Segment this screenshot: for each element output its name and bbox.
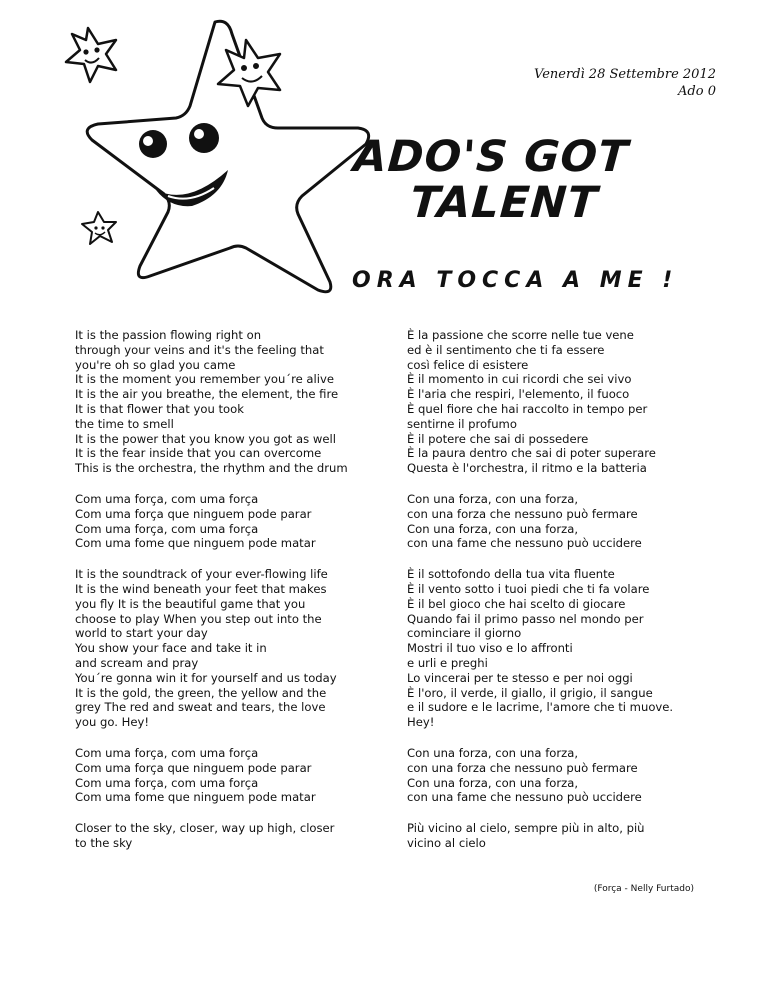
english-stanza: It is the soundtrack of your ever-flowing life It is the wind beneath your feet that makes you fly It is the beautiful game that you choose to play When you step out into the world to start your day You show your face and take it in and scream and pray You´re gonna win it for yourself and us today It is the gold, the green, the yellow and the grey The red and sweat and tears, the love you go. Hey! xyxy=(75,567,337,730)
italian-stanza: Con una forza, con una forza, con una forza che nessuno può fermare Con una forza, con una forza, con una fame che nessuno può uccidere xyxy=(407,491,642,551)
english-stanza: It is the passion flowing right on through your veins and it's the feeling that you're oh so glad you came It is the moment you remember you´re alive It is the air you breathe, the element, the fire It is that flower that you took the time to smell It is the power that you know you got as well It is the fear inside that you can overcome This is the orchestra, the rhythm and the drum xyxy=(75,328,348,476)
italian-stanza: Più vicino al cielo, sempre più in alto, più vicino al cielo xyxy=(407,821,645,850)
stanza-row xyxy=(75,328,715,476)
small-star-icon xyxy=(66,28,116,82)
english-stanza: Closer to the sky, closer, way up high, closer to the sky xyxy=(75,821,335,850)
page-subtitle: ORA TOCCA A ME ! xyxy=(352,268,679,293)
english-stanza: Com uma força, com uma força Com uma força que ninguem pode parar Com uma força, com uma força Com uma fome que ninguem pode matar xyxy=(75,745,316,805)
italian-stanza: Con una forza, con una forza, con una forza che nessuno può fermare Con una forza, con una forza, con una fame che nessuno può uccidere xyxy=(407,745,642,805)
title-line-2: TALENT xyxy=(408,178,600,228)
author-text: Ado 0 xyxy=(678,84,716,99)
tiny-star-icon xyxy=(82,212,116,244)
stanza-row xyxy=(75,746,715,805)
date-text: Venerdì 28 Settembre 2012 xyxy=(534,67,716,82)
english-stanza: Com uma força, com uma força Com uma força que ninguem pode parar Com uma força, com uma força Com uma fome que ninguem pode matar xyxy=(75,491,316,551)
lyrics-table xyxy=(75,328,715,867)
page-title xyxy=(349,134,685,226)
stanza-row xyxy=(75,821,715,851)
header-date-block xyxy=(534,66,716,100)
italian-stanza: È il sottofondo della tua vita fluente È il vento sotto i tuoi piedi che ti fa volare È il bel gioco che hai scelto di giocare Quando fai il primo passo nel mondo per cominciare il giorno Mostri il tuo viso e lo affronti e urli e preghi Lo vincerai per te stesso e per noi oggi È l'oro, il verde, il giallo, il grigio, il sangue e il sudore e le lacrime, l'amore che ti muove. Hey! xyxy=(407,567,674,730)
big-star-icon xyxy=(87,21,368,292)
title-line-1: ADO'S GOT xyxy=(351,132,631,182)
italian-stanza: È la passione che scorre nelle tue vene ed è il sentimento che ti fa essere così felice di esistere È il momento in cui ricordi che sei vivo È l'aria che respiri, l'elemento, il fuoco È quel fiore che hai raccolto in tempo per sentirne il profumo È il potere che sai di possedere È la paura dentro che sai di poter superare Questa è l'orchestra, il ritmo e la batteria xyxy=(407,328,656,476)
stanza-row xyxy=(75,567,715,730)
song-credit: (Força - Nelly Furtado) xyxy=(593,884,694,894)
stanza-row xyxy=(75,492,715,551)
